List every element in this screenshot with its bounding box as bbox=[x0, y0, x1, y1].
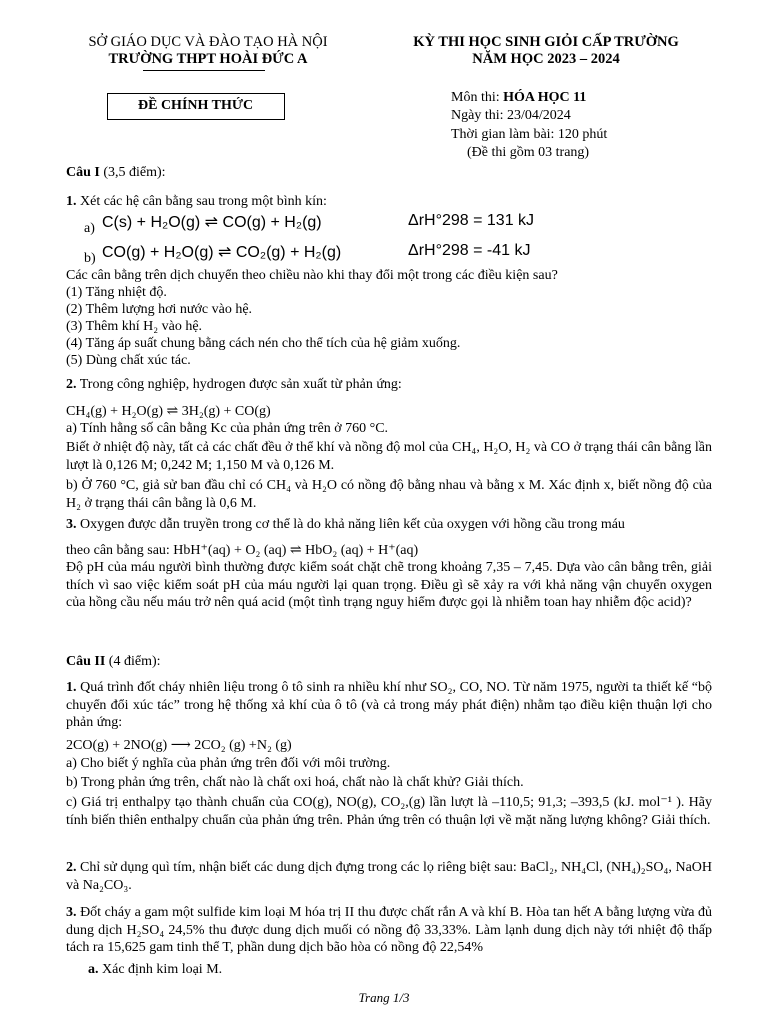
condition-2: (2) Thêm lượng hơi nước vào hệ. bbox=[66, 302, 253, 317]
q1-part3-intro bbox=[66, 516, 712, 533]
q2-part2-text bbox=[66, 859, 712, 894]
q2-part3-body: Đốt cháy a gam một sulfide kim loại M hóa trị II thu được chất rắn A và khí B. Hòa tan hết A bằng lượng vừa đủ dung dịch H₂SO₄ 24,5% thu được dung dịch muối có nồng độ 33,33%. Làm lạnh dung dịch này tới nhiệt độ thấp tách ra 15,625 gam tinh thể T, phần dung dịch bão hòa có nồng độ 22,54% bbox=[66, 905, 712, 955]
q2-part3-a-text: Xác định kim loại M. bbox=[98, 962, 223, 977]
q2-part1-b: b) Trong phản ứng trên, chất nào là chất oxi hoá, chất nào là chất khử? Giải thích. bbox=[66, 775, 524, 790]
q1-part1-number: 1. bbox=[66, 194, 77, 209]
question-2-title: Câu II bbox=[66, 654, 106, 669]
q2-part2-number: 2. bbox=[66, 860, 77, 875]
q1-part3-body: Độ pH của máu người bình thường được kiểm soát chặt chẽ trong khoảng 7,35 – 7,45. Dựa vào cân bằng trên, giải thích vì sao việc kiểm soát pH của máu người lại quan trọng. Điều gì sẽ xảy ra với khả năng vận chuyển oxygen của hồng cầu nếu máu trở nên quá acid (một tình trạng nguy hiểm được gọi là nhiễm toan hay nhiễm độc acid)? bbox=[66, 560, 712, 610]
exam-date: Ngày thi: 23/04/2024 bbox=[451, 108, 571, 123]
q2-part1-number: 1. bbox=[66, 680, 77, 695]
question-2-points: (4 điểm): bbox=[105, 654, 161, 669]
q1-part1-text: Xét các hệ cân bằng sau trong một bình kín: bbox=[76, 194, 327, 209]
subject-label: Môn thi: bbox=[451, 90, 504, 105]
condition-5: (5) Dùng chất xúc tác. bbox=[66, 353, 191, 368]
condition-1: (1) Tăng nhiệt độ. bbox=[66, 285, 167, 300]
equation-a-enthalpy: ΔrH°298 = 131 kJ bbox=[408, 212, 535, 229]
q2-part1-c: c) Giá trị enthalpy tạo thành chuẩn của CO(g), NO(g), CO₂,(g) lần lượt là –110,5; 91,3; –393,5 (kJ. mol⁻¹ ). Hãy tính biến thiên enthalpy chuẩn của phản ứng trên. Phản ứng trên có thuận lợi về mặt năng lượng không? Giải thích. bbox=[66, 795, 712, 828]
condition-4: (4) Tăng áp suất chung bằng cách nén cho thể tích của hệ giảm xuống. bbox=[66, 336, 461, 351]
q1-part2-b: b) Ở 760 °C, giả sử ban đầu chỉ có CH₄ và H₂O có nồng độ bằng nhau và bằng x M. Xác định x, biết nồng độ của H₂ ở trạng thái cân bằng là 0,6 M. bbox=[66, 478, 712, 511]
question-1-title: Câu I bbox=[66, 165, 100, 180]
question-1-points: (3,5 điểm): bbox=[99, 165, 166, 180]
q1-part2-equation: CH₄(g) + H₂O(g) ⇌ 3H₂(g) + CO(g) bbox=[66, 404, 271, 419]
page-count: (Đề thi gồm 03 trang) bbox=[467, 145, 590, 160]
q2-part2-body: Chỉ sử dụng quì tím, nhận biết các dung dịch đựng trong các lọ riêng biệt sau: BaCl₂, NH₄Cl, (NH₄)₂SO₄, NaOH và Na₂CO₃. bbox=[66, 860, 712, 893]
exam-duration: Thời gian làm bài: 120 phút bbox=[451, 127, 608, 142]
q1-conditions-question: Các cân bằng trên dịch chuyển theo chiều nào khi thay đổi một trong các điều kiện sau? bbox=[66, 268, 558, 283]
school-year: NĂM HỌC 2023 – 2024 bbox=[472, 51, 620, 67]
question-1-heading bbox=[66, 164, 712, 181]
q2-part3-a-number: a. bbox=[88, 962, 99, 977]
equation-a: C(s) + H₂O(g) ⇌ CO(g) + H₂(g) bbox=[102, 214, 322, 231]
q2-part3-number: 3. bbox=[66, 905, 77, 920]
q1-part3-text: Oxygen được dẫn truyền trong cơ thể là do khả năng liên kết của oxygen với hồng cầu trong máu bbox=[76, 517, 625, 532]
q1-part3-number: 3. bbox=[66, 517, 77, 532]
equation-b-label: b) bbox=[84, 251, 96, 266]
q1-part1-intro bbox=[66, 193, 712, 210]
equation-a-label: a) bbox=[84, 221, 95, 236]
q2-part1-a: a) Cho biết ý nghĩa của phản ứng trên đối với môi trường. bbox=[66, 756, 391, 771]
official-exam-box: ĐỀ CHÍNH THỨC bbox=[107, 93, 285, 120]
q1-part2-text: Trong công nghiệp, hydrogen được sản xuất từ phản ứng: bbox=[76, 377, 402, 392]
exam-title: KỲ THI HỌC SINH GIỎI CẤP TRƯỜNG bbox=[413, 34, 679, 50]
subject-name: HÓA HỌC 11 bbox=[503, 90, 587, 105]
equation-b: CO(g) + H₂O(g) ⇌ CO₂(g) + H₂(g) bbox=[102, 244, 342, 261]
q2-part3-text bbox=[66, 904, 712, 957]
q1-part2-a: a) Tính hằng số cân bằng Kc của phản ứng trên ở 760 °C. bbox=[66, 421, 389, 436]
q1-part2-info: Biết ở nhiệt độ này, tất cả các chất đều ở thể khí và nồng độ mol của CH₄, H₂O, H₂ và CO ở trạng thái cân bằng lần lượt là 0,126 M; 0,242 M; 1,150 M và 0,126 M. bbox=[66, 440, 712, 473]
school-name: TRƯỜNG THPT HOÀI ĐỨC A bbox=[108, 51, 308, 67]
q2-part1-body: Quá trình đốt cháy nhiên liệu trong ô tô sinh ra nhiều khí như SO₂, CO, NO. Từ năm 1975, người ta thiết kế “bộ chuyển đổi xúc tác” trong hệ thống xả khí của ô tô (và cả trong máy phát điện) nhằm tạo điều kiện thuận lợi cho phản ứng: bbox=[66, 680, 712, 730]
equation-b-enthalpy: ΔrH°298 = -41 kJ bbox=[408, 242, 531, 259]
q2-part3-a bbox=[88, 962, 222, 978]
q1-part2-number: 2. bbox=[66, 377, 77, 392]
department-name: SỞ GIÁO DỤC VÀ ĐÀO TẠO HÀ NỘI bbox=[88, 34, 328, 50]
q1-part2-intro bbox=[66, 376, 712, 393]
subject-line bbox=[451, 90, 586, 106]
q2-part1-equation: 2CO(g) + 2NO(g) ⟶ 2CO₂ (g) +N₂ (g) bbox=[66, 738, 292, 753]
q1-part3-equation: theo cân bằng sau: HbH⁺(aq) + O₂ (aq) ⇌ HbO₂ (aq) + H⁺(aq) bbox=[66, 543, 419, 558]
school-underline bbox=[143, 70, 265, 71]
question-2-heading bbox=[66, 653, 712, 670]
condition-3: (3) Thêm khí H₂ vào hệ. bbox=[66, 319, 203, 334]
page-number: Trang 1/3 bbox=[358, 990, 410, 1005]
q2-part1-text bbox=[66, 679, 712, 732]
